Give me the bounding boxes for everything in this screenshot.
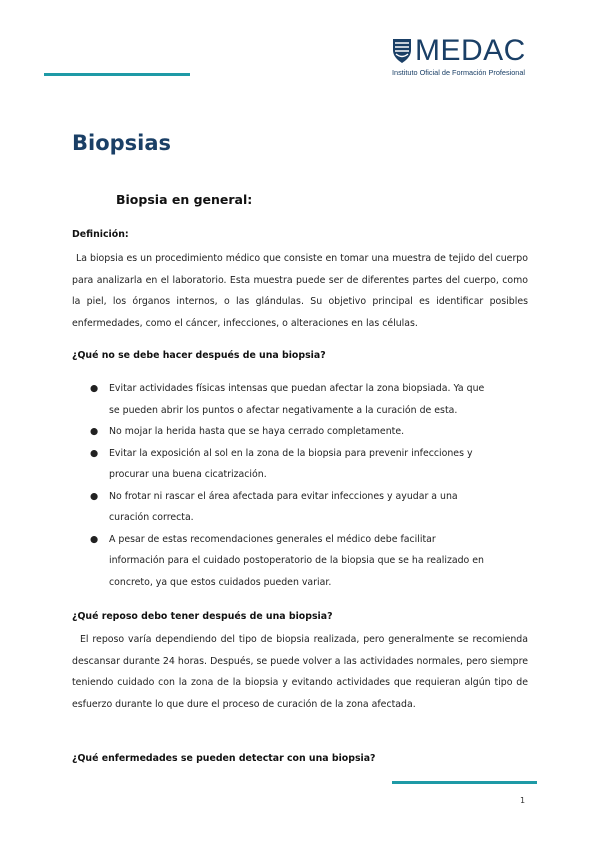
bullet-icon: ● bbox=[90, 383, 99, 394]
no-hacer-heading: ¿Qué no se debe hacer después de una biopsia? bbox=[72, 350, 326, 361]
list-item: ● Evitar la exposición al sol en la zona de la biopsia para prevenir infecciones y procurar una buena cicatrización. bbox=[72, 443, 528, 486]
logo-wordmark: MEDAC bbox=[415, 34, 526, 67]
enfermedades-heading: ¿Qué enfermedades se pueden detectar con una biopsia? bbox=[72, 753, 376, 764]
definition-heading: Definición: bbox=[72, 229, 129, 240]
list-item: ● A pesar de estas recomendaciones generales el médico debe facilitar información para el cuidado postoperatorio de la biopsia que se ha realizado en concreto, ya que estos cuidados pueden variar. bbox=[72, 529, 528, 594]
logo-tagline: Instituto Oficial de Formación Profesional bbox=[392, 68, 526, 77]
footer-accent-rule bbox=[392, 781, 537, 784]
shield-icon bbox=[392, 38, 412, 64]
bullet-icon: ● bbox=[90, 490, 99, 502]
bullet-icon: ● bbox=[90, 533, 99, 545]
reposo-paragraph: El reposo varía dependiendo del tipo de biopsia realizada, pero generalmente se recomienda descansar durante 24 horas. Después, se puede volver a las actividades normales, pero siempre teniendo cuidado con la zona de la biopsia y evitando actividades que requieran algún tipo de esfuerzo durante lo que dure el proceso de curación de la zona afectada. bbox=[72, 634, 528, 710]
definition-paragraph: La biopsia es un procedimiento médico que consiste en tomar una muestra de tejido del cuerpo para analizarla en el laboratorio. Esta muestra puede ser de diferentes partes del cuerpo, como la piel, los órganos internos, o las glándulas. Su objetivo principal es identificar posibles enfermedades, como el cáncer, infecciones, o alteraciones en las células. bbox=[72, 253, 528, 329]
bullet-icon: ● bbox=[90, 447, 99, 459]
header-accent-rule bbox=[44, 73, 190, 76]
page-title: Biopsias bbox=[72, 131, 172, 155]
list-item: ● No mojar la herida hasta que se haya cerrado completamente. bbox=[72, 421, 528, 443]
reposo-heading: ¿Qué reposo debo tener después de una biopsia? bbox=[72, 611, 333, 622]
list-item: ● No frotar ni rascar el área afectada para evitar infecciones y ayudar a una curación correcta. bbox=[72, 486, 528, 529]
list-item: ● Evitar actividades físicas intensas que puedan afectar la zona biopsiada. Ya que se pueden abrir los puntos o afectar negativamente a la curación de esta. bbox=[72, 378, 528, 421]
bullet-icon: ● bbox=[90, 426, 99, 437]
medac-logo bbox=[392, 36, 547, 82]
no-hacer-list bbox=[72, 378, 528, 593]
section-subtitle: Biopsia en general: bbox=[116, 192, 253, 207]
page-number: 1 bbox=[520, 796, 526, 805]
